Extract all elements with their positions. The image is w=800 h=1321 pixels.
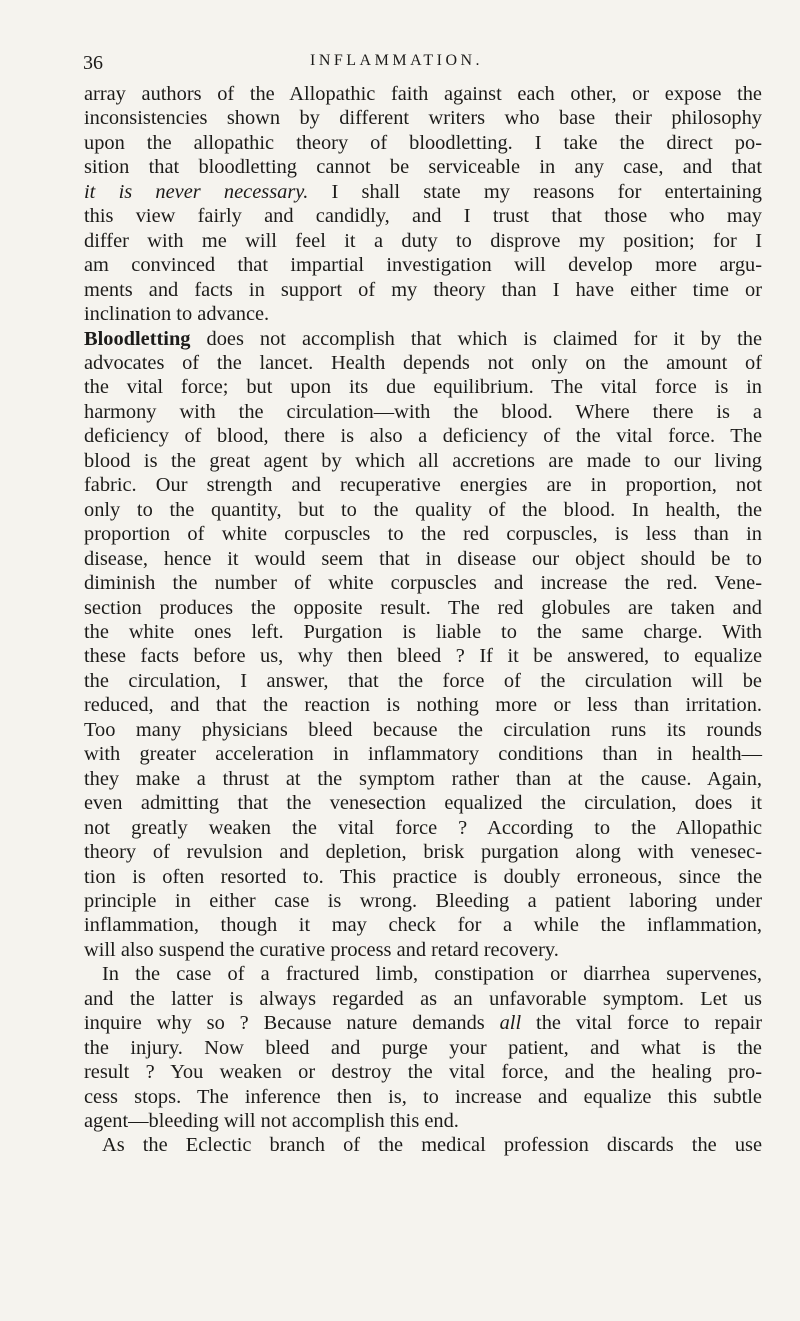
text-line: theory of revulsion and depletion, brisk purgation along with venesec-: [84, 841, 762, 864]
text-line: only to the quantity, but to the quality of the blood. In health, the: [84, 498, 762, 521]
text-line: am convinced that impartial investigation will develop more argu-: [84, 254, 762, 277]
page-number: 36: [83, 52, 103, 74]
text-line: [84, 1011, 762, 1035]
text-line: the vital force; but upon its due equilibrium. The vital force is in: [84, 376, 762, 399]
text-line: and the latter is always regarded as an unfavorable symptom. Let us: [84, 987, 762, 1010]
text-line: diminish the number of white corpuscles and increase the red. Vene-: [84, 572, 762, 595]
text-line: not greatly weaken the vital force ? According to the Allopathic: [84, 816, 762, 839]
text-line: blood is the great agent by which all accretions are made to our living: [84, 449, 762, 472]
text-line: harmony with the circulation—with the blood. Where there is a: [84, 400, 762, 423]
text-line: will also suspend the curative process and retard recovery.: [84, 938, 559, 961]
text-line: tion is often resorted to. This practice is doubly erroneous, since the: [84, 865, 762, 888]
text-line: reduced, and that the reaction is nothing more or less than irritation.: [84, 694, 762, 717]
text-line: array authors of the Allopathic faith against each other, or expose the: [84, 83, 762, 105]
text-run: the vital force to repair: [521, 1012, 762, 1035]
text-line: In the case of a fractured limb, constipation or diarrhea supervenes,: [102, 963, 762, 986]
text-line: even admitting that the venesection equalized the circulation, does it: [84, 792, 762, 815]
text-line: they make a thrust at the symptom rather than at the cause. Again,: [84, 767, 762, 790]
text-run: I shall state my reasons for entertaining: [308, 180, 762, 203]
text-line: inclination to advance.: [84, 303, 270, 326]
text-line: the injury. Now bleed and purge your patient, and what is the: [84, 1036, 762, 1059]
text-line: As the Eclectic branch of the medical profession discards the use: [102, 1134, 762, 1157]
text-run: inquire why so ? Because nature demands: [84, 1012, 500, 1035]
run-in-heading: Bloodletting: [84, 327, 191, 350]
text-line: agent—bleeding will not accomplish this end.: [84, 1110, 459, 1133]
emphasis-text: it is never necessary.: [84, 180, 309, 203]
text-line: these facts before us, why then bleed ? If it be answered, to equalize: [84, 645, 762, 668]
text-line: Too many physicians bleed because the circulation runs its rounds: [84, 718, 762, 741]
text-line: disease, hence it would seem that in disease our object should be to: [84, 547, 762, 570]
text-line: the white ones left. Purgation is liable to the same charge. With: [84, 620, 762, 643]
text-line: cess stops. The inference then is, to increase and equalize this subtle: [84, 1085, 762, 1108]
page-header: [84, 52, 762, 82]
text-line: the circulation, I answer, that the force of the circulation will be: [84, 669, 762, 692]
text-line: inflammation, though it may check for a while the inflammation,: [84, 914, 762, 937]
text-line: fabric. Our strength and recuperative energies are in proportion, not: [84, 474, 762, 497]
text-run: does not accomplish that which is claimed for it by the: [190, 327, 762, 350]
text-line: principle in either case is wrong. Bleeding a patient laboring under: [84, 889, 762, 912]
text-line: sition that bloodletting cannot be serviceable in any case, and that: [84, 156, 762, 179]
text-line: [84, 180, 762, 204]
text-line: ments and facts in support of my theory than I have either time or: [84, 278, 762, 301]
text-line: with greater acceleration in inflammatory conditions than in health—: [84, 743, 762, 766]
text-line: differ with me will feel it a duty to disprove my position; for I: [84, 229, 762, 252]
text-line: deficiency of blood, there is also a deficiency of the vital force. The: [84, 425, 762, 448]
text-line: inconsistencies shown by different writers who base their philosophy: [84, 107, 762, 130]
page-body: [84, 82, 762, 1158]
text-line: section produces the opposite result. The red globules are taken and: [84, 596, 762, 619]
emphasis-text: all: [499, 1012, 522, 1035]
text-line: proportion of white corpuscles to the red corpuscles, is less than in: [84, 523, 762, 546]
text-line: advocates of the lancet. Health depends not only on the amount of: [84, 351, 762, 374]
running-head: INFLAMMATION.: [310, 52, 484, 69]
text-line: result ? You weaken or destroy the vital force, and the healing pro-: [84, 1061, 762, 1084]
text-line: this view fairly and candidly, and I trust that those who may: [84, 205, 762, 228]
text-line: [84, 327, 762, 351]
text-line: upon the allopathic theory of bloodletting. I take the direct po-: [84, 131, 762, 154]
